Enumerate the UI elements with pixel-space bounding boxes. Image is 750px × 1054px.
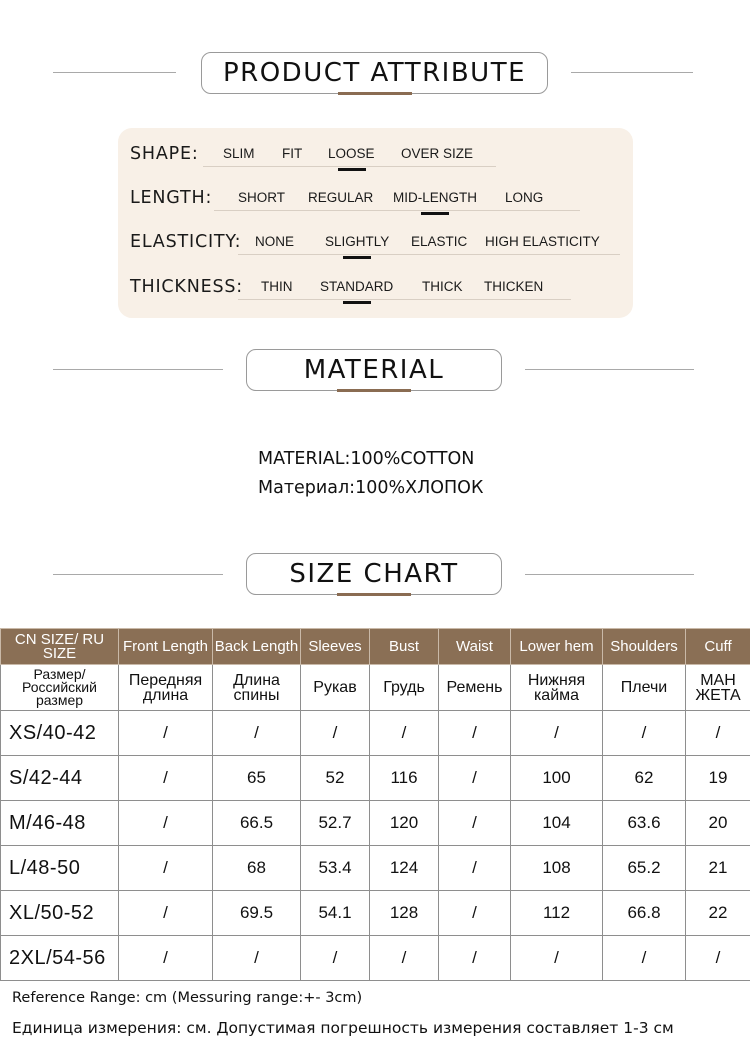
attribute-option: FIT [282,146,303,161]
measurement-cell: / [213,711,301,756]
measurement-cell: / [370,936,439,981]
header-cell: Длина спины [213,665,301,711]
header-cell: Back Length [213,629,301,665]
attribute-rule [203,166,496,167]
table-row [1,711,750,756]
divider-line [53,369,223,370]
attribute-option: STANDARD [320,279,394,294]
header-cell: Ремень [439,665,511,711]
divider-line [525,369,694,370]
divider-line [53,72,176,73]
attribute-row [118,188,633,218]
attribute-label: ELASTICITY: [130,232,242,252]
reference-note-english: Reference Range: cm (Messuring range:+- 3cm) [12,990,363,1006]
attribute-option: THIN [261,279,293,294]
measurement-cell: / [439,936,511,981]
measurement-cell: / [370,711,439,756]
attribute-option: THICK [422,279,463,294]
header-cell: Передняя длина [119,665,213,711]
section-title-text: PRODUCT ATTRIBUTE [222,58,527,88]
measurement-cell: 63.6 [603,801,686,846]
attribute-rule [214,210,580,211]
measurement-cell: / [439,711,511,756]
header-cell: Bust [370,629,439,665]
measurement-cell: / [119,756,213,801]
size-label-cell: M/46-48 [1,801,119,846]
measurement-cell: 66.8 [603,891,686,936]
table-row [1,846,750,891]
table-row [1,756,750,801]
header-cell: Front Length [119,629,213,665]
measurement-cell: / [119,891,213,936]
table-row [1,936,750,981]
measurement-cell: 22 [686,891,750,936]
measurement-cell: / [119,711,213,756]
measurement-cell: / [511,936,603,981]
measurement-cell: 100 [511,756,603,801]
selected-indicator [421,212,449,215]
measurement-cell: / [511,711,603,756]
material-english: MATERIAL:100%COTTON [258,449,475,469]
selected-indicator [343,301,371,304]
attribute-label: SHAPE: [130,144,199,164]
measurement-cell: / [603,936,686,981]
measurement-cell: 108 [511,846,603,891]
header-cell: Плечи [603,665,686,711]
attribute-row [118,232,633,262]
attribute-option: OVER SIZE [401,146,474,161]
table-row [1,891,750,936]
measurement-cell: / [439,756,511,801]
measurement-cell: 65.2 [603,846,686,891]
measurement-cell: 116 [370,756,439,801]
table-header-english [1,629,750,665]
header-cell: Грудь [370,665,439,711]
attribute-option: LOOSE [328,146,375,161]
attribute-label: THICKNESS: [130,277,243,297]
size-chart-table [0,628,750,981]
measurement-cell: / [686,711,750,756]
title-underline [338,92,412,95]
measurement-cell: 112 [511,891,603,936]
attribute-option: SLIGHTLY [325,234,390,249]
measurement-cell: 68 [213,846,301,891]
title-underline [337,593,411,596]
measurement-cell: 54.1 [301,891,370,936]
title-underline [337,389,411,392]
divider-line [53,574,223,575]
measurement-cell: / [603,711,686,756]
attribute-option: ELASTIC [411,234,468,249]
measurement-cell: 21 [686,846,750,891]
divider-line [571,72,693,73]
measurement-cell: 65 [213,756,301,801]
selected-indicator [338,168,366,171]
header-cell: Shoulders [603,629,686,665]
material-russian: Материал:100%ХЛОПОК [258,478,484,498]
attribute-option: NONE [255,234,295,249]
measurement-cell: 104 [511,801,603,846]
measurement-cell: / [213,936,301,981]
selected-indicator [343,256,371,259]
measurement-cell: / [439,891,511,936]
size-label-cell: 2XL/54-56 [1,936,119,981]
section-title-text: MATERIAL [303,355,445,385]
attribute-row [118,144,633,174]
header-cell: МАН ЖЕТА [686,665,750,711]
section-title-material [246,349,502,391]
header-cell: Cuff [686,629,750,665]
section-title-text: SIZE CHART [289,559,459,589]
size-label-cell: XL/50-52 [1,891,119,936]
divider-line [525,574,694,575]
header-cell: Рукав [301,665,370,711]
measurement-cell: 53.4 [301,846,370,891]
size-label-cell: S/42-44 [1,756,119,801]
attribute-rule [238,299,571,300]
table-row [1,801,750,846]
measurement-cell: / [439,846,511,891]
header-cell: Размер/ Российский размер [1,665,119,711]
attribute-option: THICKEN [484,279,544,294]
measurement-cell: 124 [370,846,439,891]
measurement-cell: 19 [686,756,750,801]
measurement-cell: / [439,801,511,846]
header-cell: Sleeves [301,629,370,665]
measurement-cell: 120 [370,801,439,846]
table-header-russian [1,665,750,711]
attribute-option: SLIM [223,146,255,161]
measurement-cell: 20 [686,801,750,846]
measurement-cell: / [119,936,213,981]
measurement-cell: / [301,711,370,756]
header-cell: Waist [439,629,511,665]
reference-note-russian: Единица измерения: см. Допустимая погрешность измерения составляет 1-3 см [12,1019,674,1037]
header-cell: Lower hem [511,629,603,665]
attribute-option: REGULAR [308,190,374,205]
attribute-label: LENGTH: [130,188,213,208]
measurement-cell: / [301,936,370,981]
section-title-size-chart [246,553,502,595]
size-label-cell: XS/40-42 [1,711,119,756]
measurement-cell: / [119,846,213,891]
attribute-option: SHORT [238,190,286,205]
measurement-cell: / [119,801,213,846]
attribute-option: LONG [505,190,544,205]
measurement-cell: / [686,936,750,981]
attribute-panel [118,128,633,318]
header-cell: Нижняя кайма [511,665,603,711]
attribute-option: HIGH ELASTICITY [485,234,600,249]
section-title-product-attribute [201,52,548,94]
attribute-option: MID-LENGTH [393,190,477,205]
measurement-cell: 69.5 [213,891,301,936]
measurement-cell: 52 [301,756,370,801]
attribute-rule [238,254,620,255]
measurement-cell: 62 [603,756,686,801]
header-cell: CN SIZE/ RU SIZE [1,629,119,665]
measurement-cell: 128 [370,891,439,936]
measurement-cell: 66.5 [213,801,301,846]
measurement-cell: 52.7 [301,801,370,846]
attribute-row [118,277,633,307]
size-label-cell: L/48-50 [1,846,119,891]
